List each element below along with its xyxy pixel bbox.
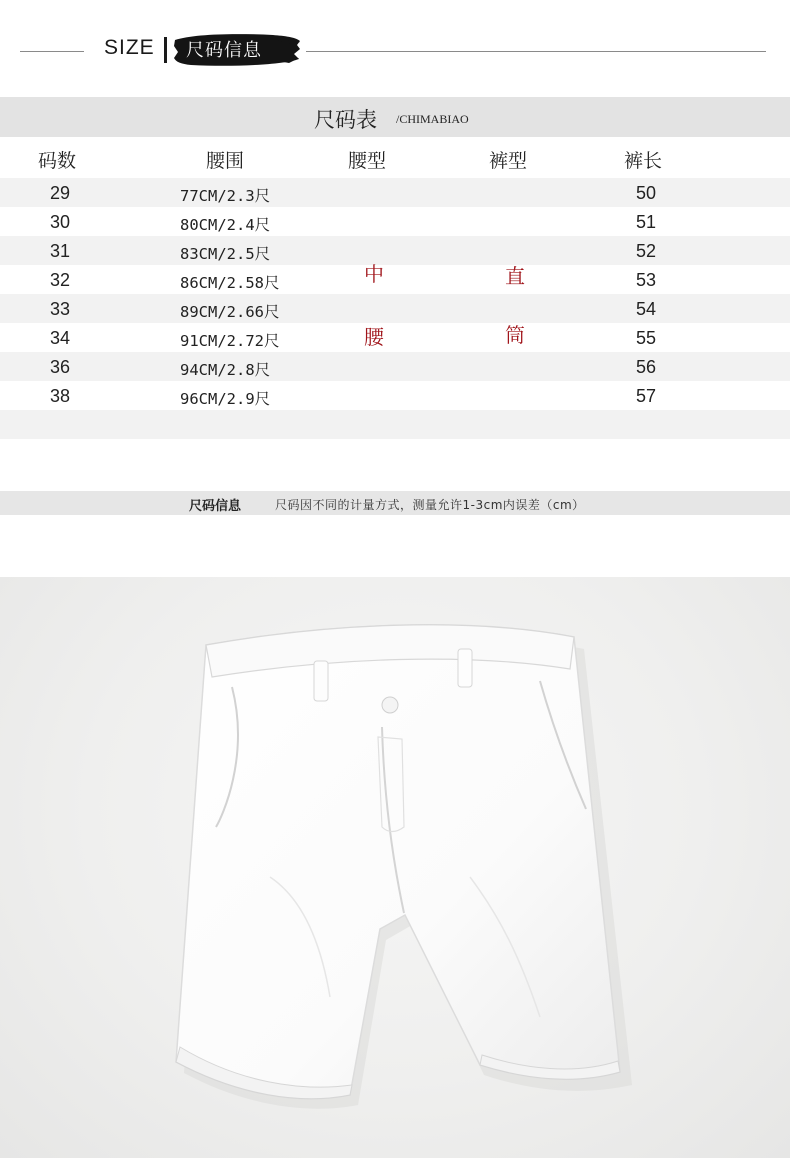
size-heading: SIZE [104, 36, 155, 59]
column-header-length: 裤长 [624, 150, 663, 172]
waist-cell: 83CM/2.5尺 [180, 245, 271, 263]
waist-cell: 80CM/2.4尺 [180, 216, 271, 234]
table-title-band [0, 97, 790, 137]
row-stripe [0, 410, 790, 439]
pants-type-char-2: 筒 [505, 323, 525, 347]
length-cell: 50 [636, 183, 657, 203]
header-line-right [306, 51, 766, 52]
waist-cell: 86CM/2.58尺 [180, 274, 280, 292]
header-line-left [20, 51, 84, 52]
column-header-waist-type: 腰型 [348, 150, 387, 172]
length-cell: 57 [636, 386, 657, 406]
length-cell: 53 [636, 270, 657, 290]
pants-type-char-1: 直 [505, 264, 525, 288]
length-cell: 55 [636, 328, 657, 348]
waist-cell: 96CM/2.9尺 [180, 390, 271, 408]
table-subtitle: /CHIMABIAO [396, 112, 469, 126]
row-stripe [0, 178, 790, 207]
waist-type-char-2: 腰 [364, 325, 384, 349]
size-cell: 31 [50, 241, 71, 261]
length-cell: 56 [636, 357, 657, 377]
row-stripe [0, 352, 790, 381]
row-stripe [0, 294, 790, 323]
column-header-waist: 腰围 [206, 150, 245, 172]
length-cell: 54 [636, 299, 657, 319]
row-stripe [0, 236, 790, 265]
brush-label: 尺码信息 [186, 40, 262, 61]
size-note-text: 尺码因不同的计量方式，测量允许1-3cm内误差（cm） [275, 498, 585, 512]
size-cell: 36 [50, 357, 71, 377]
length-cell: 52 [636, 241, 657, 261]
waist-cell: 94CM/2.8尺 [180, 361, 271, 379]
waist-cell: 89CM/2.66尺 [180, 303, 280, 321]
size-cell: 33 [50, 299, 71, 319]
size-note-label: 尺码信息 [189, 499, 242, 514]
waist-type-char-1: 中 [364, 262, 384, 286]
heading-separator [164, 37, 167, 63]
size-cell: 30 [50, 212, 71, 232]
size-cell: 29 [50, 183, 71, 203]
size-cell: 34 [50, 328, 71, 348]
white-shorts-illustration [0, 577, 790, 1158]
column-header-pants-type: 裤型 [489, 150, 528, 172]
waist-cell: 91CM/2.72尺 [180, 332, 280, 350]
size-cell: 38 [50, 386, 71, 406]
column-header-size: 码数 [38, 150, 77, 172]
waist-cell: 77CM/2.3尺 [180, 187, 271, 205]
size-cell: 32 [50, 270, 71, 290]
product-photo [0, 577, 790, 1158]
length-cell: 51 [636, 212, 657, 232]
table-title: 尺码表 [314, 108, 377, 132]
